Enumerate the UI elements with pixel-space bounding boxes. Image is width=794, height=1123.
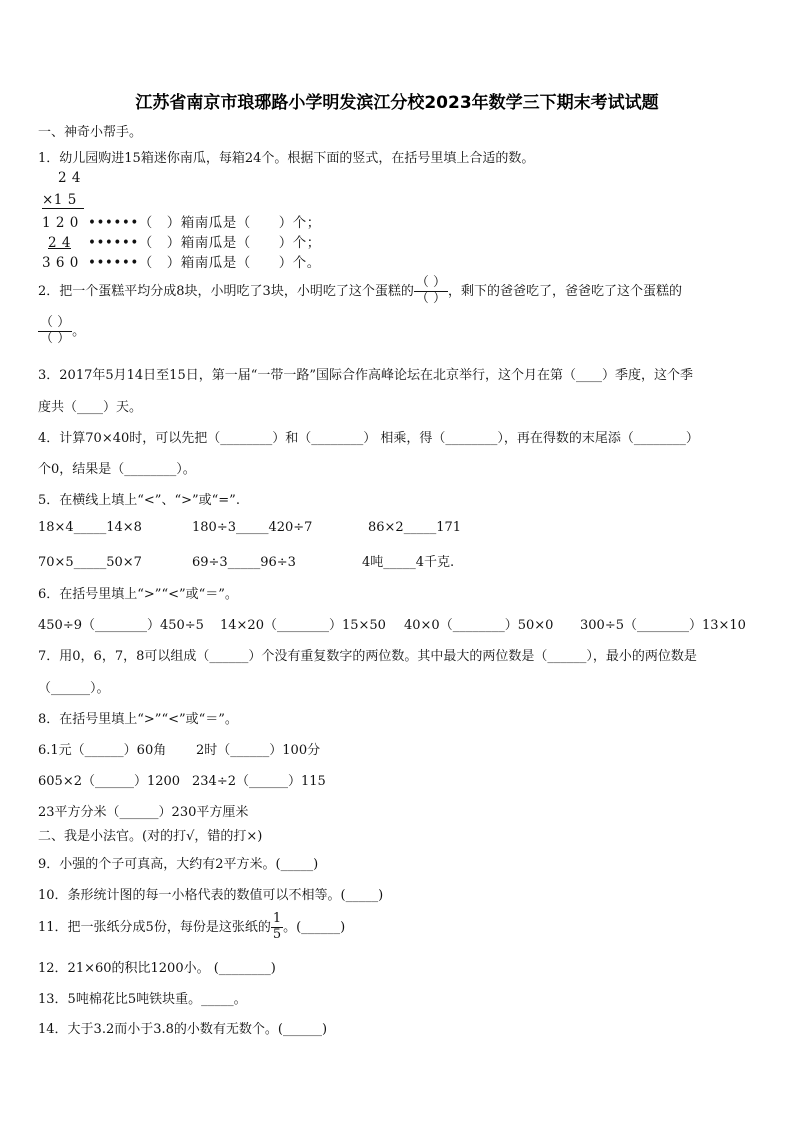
question-9: 9．小强的个子可真高，大约有2平方米。(_____) — [38, 857, 319, 872]
comparison-item: 14×20（________）15×50 — [220, 618, 386, 633]
question-5-row-1 — [38, 520, 461, 535]
vertical-row-4 — [42, 231, 321, 251]
fraction-blank — [414, 276, 448, 307]
comparison-item: 2时（______）100分 — [196, 743, 321, 758]
comparison-item: 69÷3_____96÷3 — [192, 555, 296, 570]
comparison-item: 605×2（______）1200 — [38, 774, 181, 789]
vertical-row-2: ×1 5 — [42, 192, 77, 208]
question-12: 12．21×60的积比1200小。 (________) — [38, 961, 276, 976]
question-13: 13．5吨棉花比5吨铁块重。_____。 — [38, 992, 247, 1007]
question-4-line-1: 4．计算70×40时，可以先把（________）和（________） 相乘，得（________），再在得数的末尾添（________） — [38, 431, 699, 446]
fraction-one-fifth — [271, 912, 283, 943]
vertical-row-5-text: ••••••（ ）箱南瓜是（ ）个。 — [88, 255, 321, 271]
question-7-line-2: （______）。 — [38, 681, 110, 696]
question-4-line-2: 个0，结果是（________）。 — [38, 462, 196, 477]
question-10: 10．条形统计图的每一小格代表的数值可以不相等。(_____) — [38, 888, 384, 903]
fraction-numerator: 1 — [272, 911, 282, 926]
question-2-text-a: 2．把一个蛋糕平均分成8块，小明吃了3块，小明吃了这个蛋糕的 — [38, 283, 414, 299]
vertical-row-4-number: 2 4 — [48, 235, 71, 251]
question-8: 8．在括号里填上“>”“<”或“＝”。 — [38, 712, 238, 727]
comparison-item: 180÷3_____420÷7 — [192, 520, 313, 535]
fraction-denominator: （ ） — [415, 290, 446, 306]
section-heading-1: 一、神奇小帮手。 — [38, 125, 143, 140]
comparison-item: 18×4_____14×8 — [38, 520, 142, 535]
comparison-item: 234÷2（______）115 — [192, 774, 326, 789]
question-5: 5．在横线上填上“<”、“>”或“=”. — [38, 493, 240, 508]
question-3-line-2: 度共（____）天。 — [38, 400, 143, 415]
question-1: 1．幼儿园购进15箱迷你南瓜，每箱24个。根据下面的竖式，在括号里填上合适的数。 — [38, 151, 535, 166]
question-11-end: 。(______) — [283, 919, 346, 935]
vertical-row-3 — [42, 211, 321, 231]
fraction-numerator: （ ） — [40, 315, 71, 330]
question-8-row-2 — [38, 770, 326, 789]
vertical-row-4-text: ••••••（ ）箱南瓜是（ ）个； — [88, 235, 321, 251]
question-5-row-2 — [38, 551, 454, 570]
question-6: 6．在括号里填上“>”“<”或“＝”。 — [38, 587, 238, 602]
question-2-text-b: ，剩下的爸爸吃了，爸爸吃了这个蛋糕的 — [447, 283, 682, 299]
question-2-continued — [38, 316, 85, 347]
vertical-row-1: 2 4 — [58, 170, 81, 186]
fraction-denominator: 5 — [272, 926, 282, 942]
question-2 — [38, 276, 682, 307]
comparison-item: 4吨_____4千克. — [362, 555, 455, 570]
question-7-line-1: 7．用0，6，7，8可以组成（______）个没有重复数字的两位数。其中最大的两位数是（______），最小的两位数是 — [38, 649, 697, 664]
comparison-item: 6.1元（______）60角 — [38, 743, 167, 758]
vertical-divider — [42, 208, 84, 209]
question-11 — [38, 912, 345, 943]
fraction-blank — [38, 316, 72, 347]
question-6-items — [38, 614, 746, 633]
comparison-item: 70×5_____50×7 — [38, 555, 142, 570]
question-14: 14．大于3.2而小于3.8的小数有无数个。(______) — [38, 1022, 328, 1037]
fraction-denominator: （ ） — [40, 330, 71, 346]
vertical-row-3-text: ••••••（ ）箱南瓜是（ ）个； — [88, 215, 321, 231]
vertical-row-5-number: 3 6 0 — [42, 255, 79, 271]
page-title: 江苏省南京市琅琊路小学明发滨江分校2023年数学三下期末考试试题 — [135, 93, 659, 113]
section-heading-2: 二、我是小法官。(对的打√，错的打×) — [38, 829, 263, 844]
question-11-text: 11．把一张纸分成5份，每份是这张纸的 — [38, 919, 271, 935]
vertical-row-5 — [42, 251, 321, 271]
comparison-item: 450÷9（________）450÷5 — [38, 618, 204, 633]
fraction-numerator: （ ） — [415, 275, 446, 290]
question-8-row-1 — [38, 739, 320, 758]
vertical-row-3-number: 1 2 0 — [42, 215, 79, 231]
question-2-end: 。 — [72, 323, 86, 339]
question-3-line-1: 3．2017年5月14日至15日，第一届“一带一路”国际合作高峰论坛在北京举行，这个月在第（____）季度，这个季 — [38, 368, 694, 383]
comparison-item: 40×0（________）50×0 — [404, 618, 554, 633]
comparison-item: 300÷5（________）13×10 — [580, 618, 746, 633]
comparison-item: 86×2_____171 — [368, 520, 462, 535]
question-8-row-3: 23平方分米（______）230平方厘米 — [38, 805, 249, 820]
